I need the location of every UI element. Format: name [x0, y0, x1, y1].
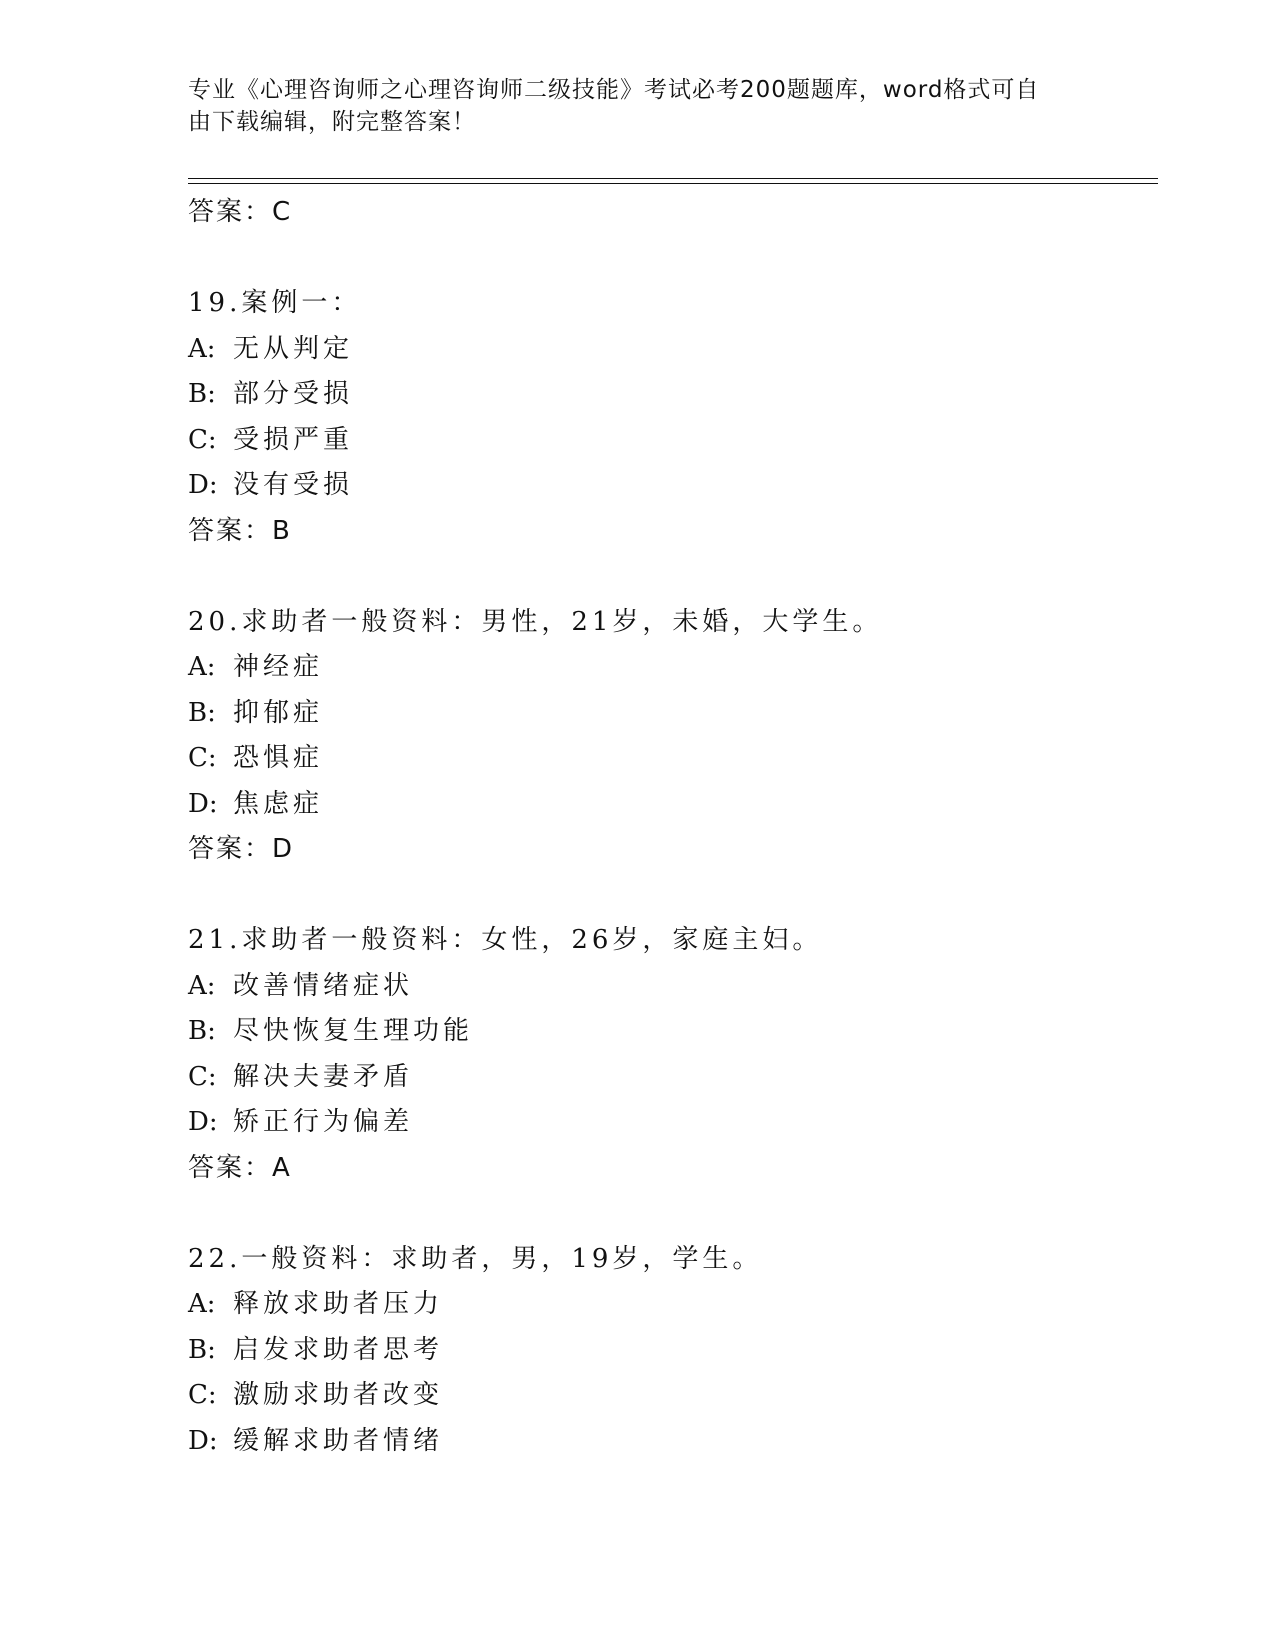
previous-answer: 答案：C — [188, 197, 293, 227]
question-20 — [188, 600, 1158, 873]
option-text: 改善情绪症状 — [233, 970, 414, 1001]
option-b — [188, 691, 1158, 737]
option-label: A: — [188, 1289, 216, 1319]
option-label: D: — [188, 788, 218, 819]
question-19 — [188, 281, 1158, 554]
option-a — [188, 1282, 1158, 1328]
option-text: 部分受损 — [233, 379, 354, 409]
spacer — [188, 873, 1158, 919]
question-stem: 22.一般资料：求助者，男，19岁，学生。 — [188, 1243, 763, 1274]
option-b — [188, 372, 1158, 418]
option-d — [188, 782, 1158, 828]
option-text: 受损严重 — [233, 424, 354, 455]
question-list — [188, 190, 1158, 1464]
header-divider-bottom — [188, 183, 1158, 184]
option-text: 激励求助者改变 — [233, 1380, 444, 1410]
question-stem: 21.求助者一般资料：女性，26岁，家庭主妇。 — [188, 925, 823, 955]
answer: 答案：B — [188, 515, 292, 546]
option-label: A: — [188, 652, 216, 682]
option-label: C: — [188, 1380, 217, 1410]
option-d — [188, 463, 1158, 509]
answer: 答案：A — [188, 1152, 292, 1183]
question-21 — [188, 918, 1158, 1191]
option-label: D: — [188, 1425, 218, 1456]
option-text: 启发求助者思考 — [233, 1334, 444, 1365]
option-label: C: — [188, 424, 217, 455]
header-divider-top — [188, 178, 1158, 179]
answer: 答案：D — [188, 834, 295, 864]
option-text: 矫正行为偏差 — [233, 1107, 414, 1137]
option-text: 焦虑症 — [233, 788, 324, 819]
option-text: 尽快恢复生理功能 — [233, 1016, 474, 1046]
option-label: B: — [188, 1334, 216, 1365]
option-label: B: — [188, 379, 216, 409]
question-stem: 19.案例一： — [188, 288, 362, 318]
option-label: A: — [188, 970, 216, 1001]
option-text: 释放求助者压力 — [233, 1289, 444, 1319]
option-label: C: — [188, 1061, 217, 1092]
option-d — [188, 1100, 1158, 1146]
option-label: D: — [188, 1107, 218, 1137]
spacer — [188, 1191, 1158, 1237]
option-c — [188, 1373, 1158, 1419]
question-22 — [188, 1237, 1158, 1465]
option-label: D: — [188, 470, 218, 500]
option-label: C: — [188, 743, 217, 773]
option-text: 恐惧症 — [233, 743, 324, 773]
option-d — [188, 1419, 1158, 1465]
spacer — [188, 554, 1158, 600]
option-a — [188, 645, 1158, 691]
option-b — [188, 1328, 1158, 1374]
document-header — [188, 74, 1088, 138]
option-a — [188, 327, 1158, 373]
option-label: B: — [188, 1016, 216, 1046]
question-stem: 20.求助者一般资料：男性，21岁，未婚，大学生。 — [188, 606, 883, 637]
option-text: 缓解求助者情绪 — [233, 1425, 444, 1456]
header-line-1: 专业《心理咨询师之心理咨询师二级技能》考试必考200题题库，word格式可自 — [188, 77, 1040, 103]
option-label: B: — [188, 697, 216, 728]
option-text: 没有受损 — [233, 470, 354, 500]
option-text: 抑郁症 — [233, 697, 324, 728]
option-b — [188, 1009, 1158, 1055]
option-c — [188, 736, 1158, 782]
option-a — [188, 964, 1158, 1010]
option-text: 无从判定 — [233, 333, 354, 364]
option-label: A: — [188, 333, 216, 364]
spacer — [188, 236, 1158, 282]
option-c — [188, 418, 1158, 464]
option-c — [188, 1055, 1158, 1101]
option-text: 神经症 — [233, 652, 324, 682]
header-line-2: 由下载编辑，附完整答案！ — [188, 109, 476, 135]
option-text: 解决夫妻矛盾 — [233, 1061, 414, 1092]
